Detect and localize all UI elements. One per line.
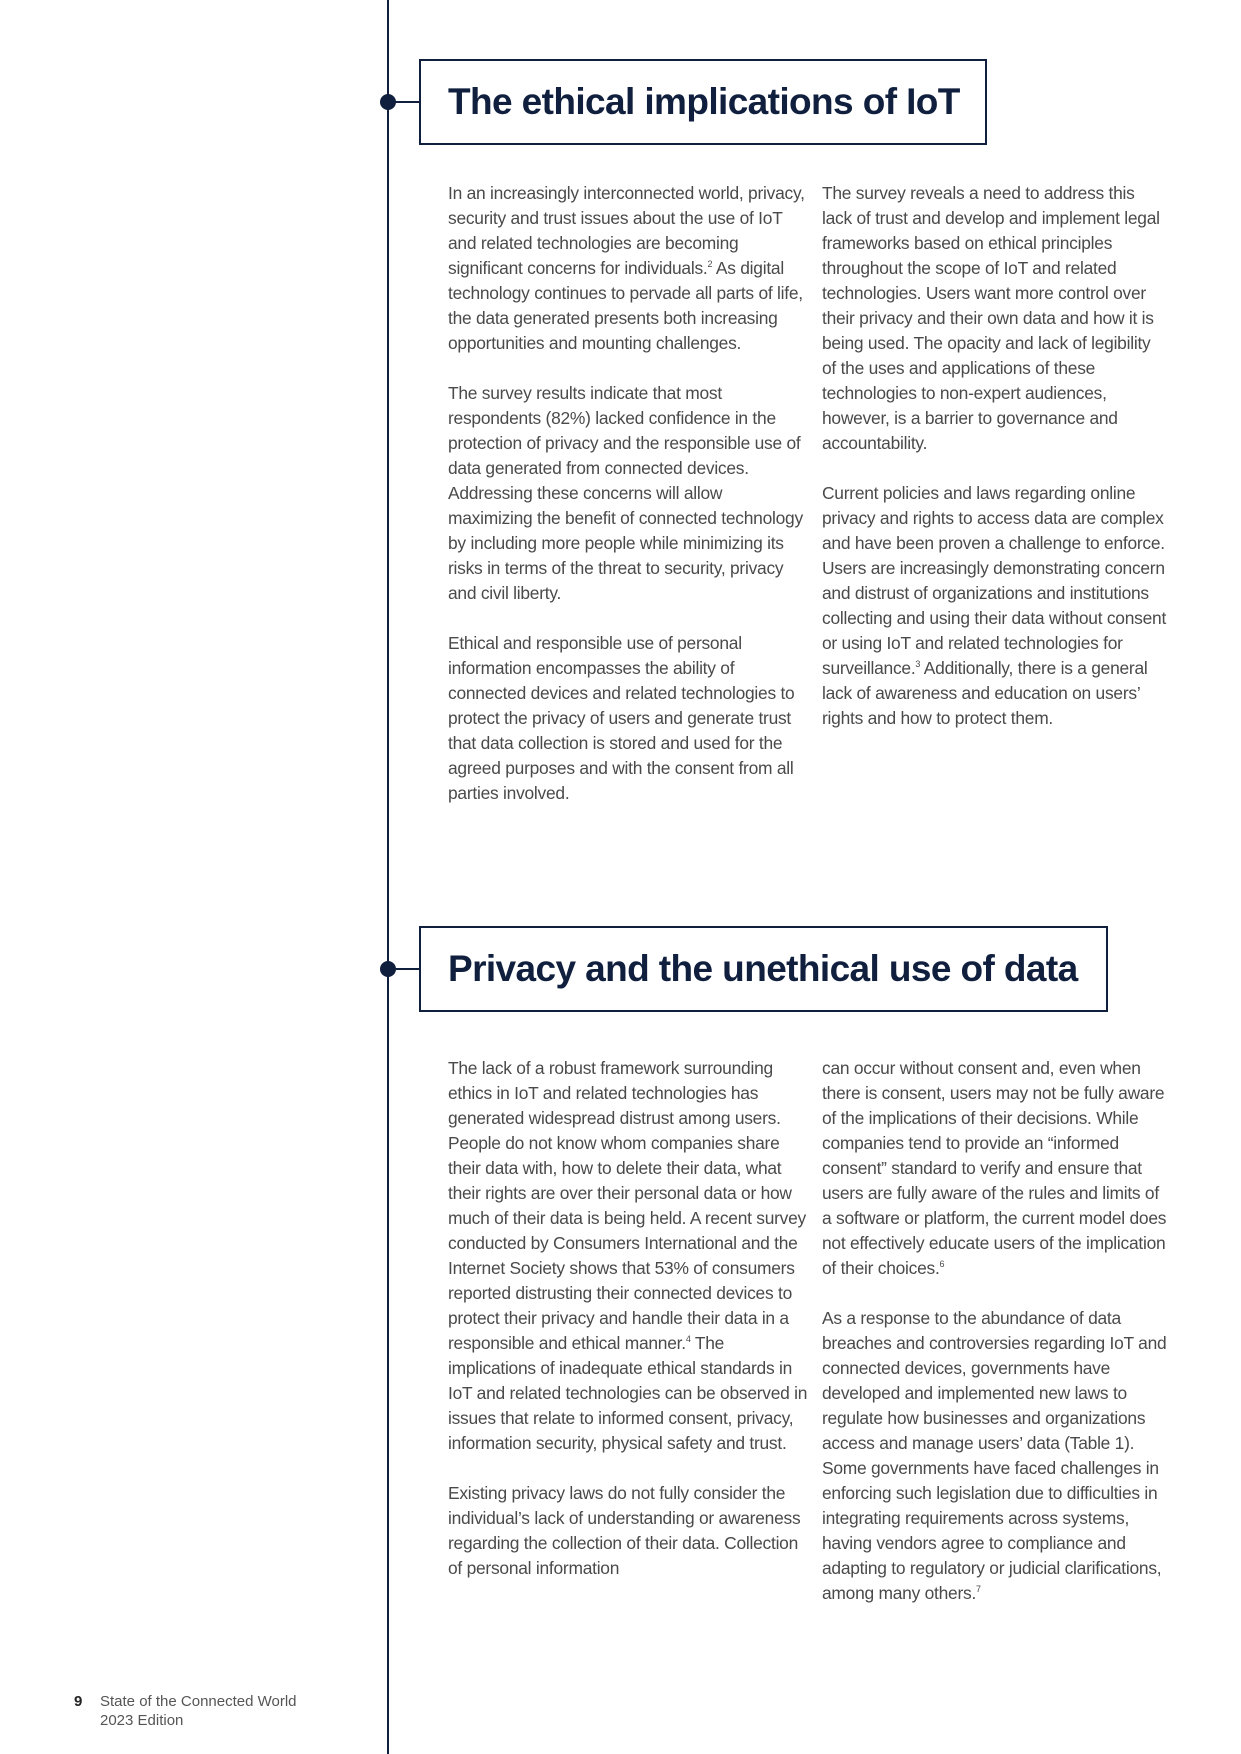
section-heading: The ethical implications of IoT bbox=[448, 81, 960, 122]
paragraph: Current policies and laws regarding online privacy and rights to access data are complex and have been proven a challenge to enforce. Users are increasingly demonstrating concern and distrust of organizations and institutions collecting and using their data without consent or using IoT and related technologies for surveillance.$^3$ Additionally, there is a general lack of awareness and education on users’ rights and how to protect them. bbox=[822, 483, 1167, 728]
timeline-vertical-line bbox=[387, 0, 389, 1754]
footnote-ref[interactable]: 6 bbox=[939, 1259, 945, 1269]
paragraph: Existing privacy laws do not fully consider the individual’s lack of understanding or awareness regarding the collection of their data. Collection of personal information bbox=[448, 1483, 801, 1578]
footnote-ref[interactable]: 4 bbox=[685, 1334, 691, 1344]
section-heading: Privacy and the unethical use of data bbox=[448, 948, 1078, 989]
section-1-left-column bbox=[448, 181, 808, 806]
paragraph: The survey results indicate that most respondents (82%) lacked confidence in the protection of privacy and the responsible use of data generated from connected devices. Addressing these concerns will allow maximizing the benefit of connected technology by including more people while minimizing its risks in terms of the threat to security, privacy and civil liberty. bbox=[448, 383, 803, 603]
section-2-left-column bbox=[448, 1056, 808, 1581]
section-connector-line bbox=[388, 101, 420, 103]
publication-info bbox=[100, 1692, 297, 1730]
section-1-right-column bbox=[822, 181, 1167, 731]
paragraph: Ethical and responsible use of personal information encompasses the ability of connected devices and related technologies to protect the privacy of users and generate trust that data collection is stored and used for the agreed purposes and with the consent from all parties involved. bbox=[448, 633, 795, 803]
footnote-ref[interactable]: 2 bbox=[707, 259, 713, 269]
section-heading-box bbox=[419, 926, 1108, 1012]
page-number: 9 bbox=[74, 1693, 83, 1710]
paragraph: In an increasingly interconnected world, privacy, security and trust issues about the use of IoT and related technologies are becoming significant concerns for individuals.$^2$ As digital technology continues to pervade all parts of life, the data generated presents both increasing opportunities and mounting challenges. bbox=[448, 183, 805, 353]
paragraph: can occur without consent and, even when there is consent, users may not be fully aware of the implications of their decisions. While companies tend to provide an “informed consent” standard to verify and ensure that users are fully aware of the rules and limits of a software or platform, the current model does not effectively educate users of the implication of their choices.$^6$ bbox=[822, 1058, 1167, 1278]
paragraph: The lack of a robust framework surrounding ethics in IoT and related technologies has generated widespread distrust among users. People do not know whom companies share their data with, how to delete their data, what their rights are over their personal data or how much of their data is being held. A recent survey conducted by Consumers International and the Internet Society shows that 53% of consumers reported distrusting their connected devices to protect their privacy and handle their data in a responsible and ethical manner.$^4$ The implications of inadequate ethical standards in IoT and related technologies can be observed in issues that relate to informed consent, privacy, information security, physical safety and trust. bbox=[448, 1058, 808, 1453]
publication-edition: 2023 Edition bbox=[100, 1712, 184, 1729]
section-heading-box bbox=[419, 59, 987, 145]
section-2-right-column bbox=[822, 1056, 1167, 1606]
section-connector-line bbox=[388, 968, 420, 970]
footnote-ref[interactable]: 3 bbox=[915, 659, 921, 669]
paragraph: As a response to the abundance of data breaches and controversies regarding IoT and connected devices, governments have developed and implemented new laws to regulate how businesses and organizations access and manage users’ data (Table 1). Some governments have faced challenges in enforcing such legislation due to difficulties in integrating requirements across systems, having vendors agree to compliance and adapting to regulatory or judicial clarifications, among many others.$^7$ bbox=[822, 1308, 1167, 1603]
publication-title: State of the Connected World bbox=[100, 1693, 297, 1710]
page-footer bbox=[74, 1692, 297, 1730]
footnote-ref[interactable]: 7 bbox=[976, 1584, 981, 1594]
paragraph: The survey reveals a need to address this lack of trust and develop and implement legal frameworks based on ethical principles throughout the scope of IoT and related technologies. Users want more control over their privacy and their own data and how it is being used. The opacity and lack of legibility of the uses and applications of these technologies to non-expert audiences, however, is a barrier to governance and accountability. bbox=[822, 183, 1160, 453]
